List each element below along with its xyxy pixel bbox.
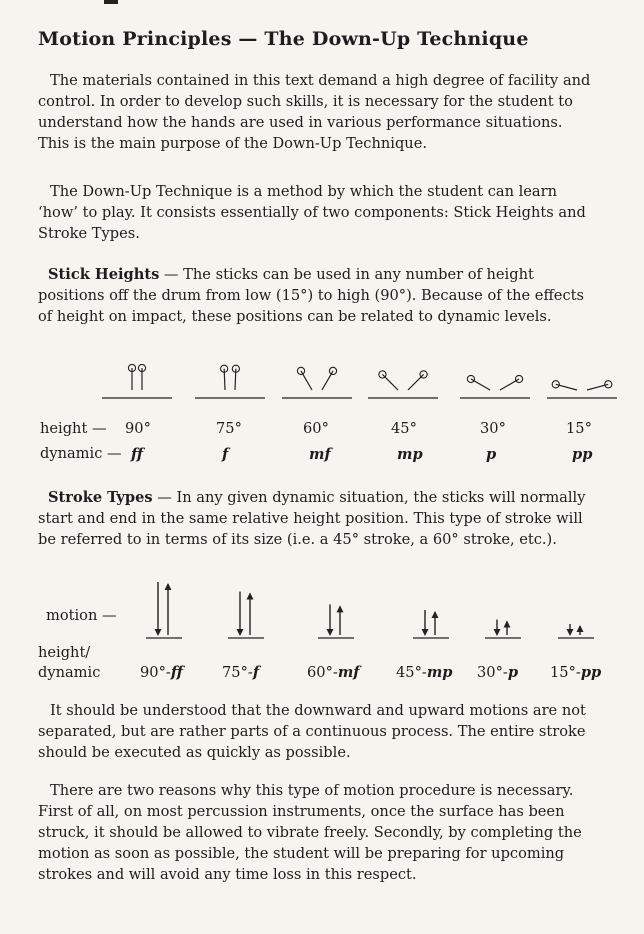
- stroke-dynamic-value: p: [507, 664, 519, 681]
- stroke-label: [477, 664, 518, 681]
- stroke-types-diagram: [138, 578, 618, 648]
- stroke-height-value: 45°-: [396, 664, 427, 681]
- stroke-height-value: 75°-: [222, 664, 253, 681]
- intro-paragraph: The materials contained in this text demand a high degree of facility and control. In order to develop such skills, it is necessary for the student to understand how the hands are used in various performance situations. This is the main purpose of the Down-Up Technique.: [38, 72, 591, 152]
- stroke-figure: [411, 578, 461, 644]
- stroke-height-value: 60°-: [307, 664, 338, 681]
- stroke-types-paragraph: [38, 487, 598, 550]
- stroke-dynamic-value: ff: [170, 664, 183, 681]
- stick-height-figure: [460, 364, 530, 400]
- stick-height-figure: [547, 364, 617, 400]
- stick-height-value: 30°: [480, 420, 506, 437]
- stroke-label: [550, 664, 601, 681]
- stroke-figure: [316, 578, 366, 644]
- motion-row-label: motion —: [46, 607, 117, 624]
- stick-height-figure: [102, 364, 172, 400]
- stroke-figure: [226, 578, 276, 644]
- stick-dynamic-value: ff: [131, 446, 144, 463]
- stick-heights-heading: Stick Heights: [48, 266, 160, 283]
- stroke-dynamic-value: f: [252, 664, 260, 681]
- stroke-label: [396, 664, 452, 681]
- stroke-height-value: 90°-: [140, 664, 171, 681]
- stroke-dynamic-value: pp: [580, 664, 602, 681]
- stroke-dynamic-value: mp: [426, 664, 453, 681]
- stroke-height-value: 30°-: [477, 664, 508, 681]
- stick-dynamic-value: mf: [309, 446, 331, 463]
- top-edge-mark: [104, 0, 118, 4]
- stroke-height-value: 15°-: [550, 664, 581, 681]
- stick-heights-diagram: [100, 364, 620, 400]
- stick-height-figure: [282, 364, 352, 400]
- stroke-label: [140, 664, 183, 681]
- stick-dynamic-value: p: [486, 446, 497, 463]
- page-title: Motion Principles — The Down-Up Technique: [38, 28, 529, 50]
- reasons-paragraph: There are two reasons why this type of motion procedure is necessary. First of all, on most percussion instruments, once the surface has been struck, it should be allowed to vibrate freely. Secondly, by completing the motion as soon as possible, the student will be preparing for upcoming strokes and will avoid any time loss in this respect.: [38, 782, 582, 883]
- stick-heights-paragraph: [38, 264, 598, 327]
- stroke-dynamic-value: mf: [337, 664, 360, 681]
- stroke-figure: [483, 578, 533, 644]
- stick-height-figure: [368, 364, 438, 400]
- continuous-paragraph: It should be understood that the downward and upward motions are not separated, but are rather parts of a continuous process. The entire stroke should be executed as quickly as possible.: [38, 702, 586, 761]
- dynamic-row-label: dynamic —: [40, 445, 122, 462]
- stroke-label: [307, 664, 360, 681]
- stick-height-value: 60°: [303, 420, 329, 437]
- stick-dynamic-value: mp: [397, 446, 423, 463]
- height-row-label: height —: [40, 420, 107, 437]
- height-dynamic-label-1: height/: [38, 644, 91, 661]
- stroke-figure: [556, 578, 606, 644]
- stick-height-figure: [195, 364, 265, 400]
- stick-height-value: 15°: [566, 420, 592, 437]
- stick-height-value: 90°: [125, 420, 151, 437]
- stroke-label: [222, 664, 259, 681]
- stroke-types-heading: Stroke Types: [48, 489, 153, 506]
- definition-paragraph: The Down-Up Technique is a method by which the student can learn ‘how’ to play. It consists essentially of two components: Stick Heights and Stroke Types.: [38, 183, 586, 242]
- stick-height-value: 45°: [391, 420, 417, 437]
- stroke-types-text: — In any given dynamic situation, the sticks will normally start and end in the same relative height position. This type of stroke will be referred to in terms of its size (i.e. a 45° stroke, a 60° stroke, etc.).: [38, 489, 586, 548]
- stick-dynamic-value: f: [222, 446, 229, 463]
- stick-dynamic-value: pp: [572, 446, 593, 463]
- stick-heights-text: — The sticks can be used in any number of height positions off the drum from low (15°) to high (90°). Because of the effects of height on impact, these positions can be related to dynamic levels.: [38, 266, 584, 325]
- height-dynamic-label-2: dynamic: [38, 664, 101, 681]
- stick-height-value: 75°: [216, 420, 242, 437]
- stroke-figure: [144, 578, 194, 644]
